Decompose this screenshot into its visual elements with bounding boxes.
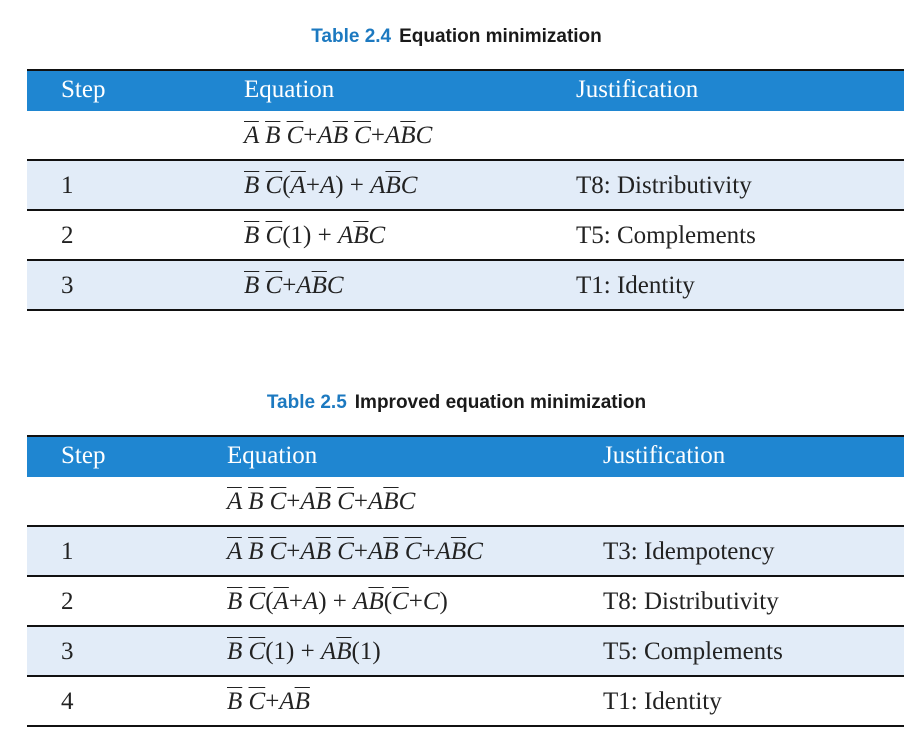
equation-cell — [244, 172, 417, 200]
complemented-variable: $\overline{C}$ — [265, 172, 283, 199]
complemented-variable: $\overline{B}$ — [383, 538, 399, 565]
equation-term: A — [300, 538, 316, 565]
complemented-variable: $\overline{B}$ — [294, 688, 310, 715]
complemented-variable: $\overline{C}$ — [337, 488, 354, 515]
table-title: Improved equation minimization — [354, 392, 647, 413]
equation-term: A — [370, 172, 386, 199]
complemented-variable: $\overline{C}$ — [354, 122, 371, 149]
justification-cell: T8: Distributivity — [603, 588, 779, 615]
equation-term: C — [400, 172, 418, 199]
equation-term: (1) — [282, 222, 312, 249]
equation-term: + — [303, 122, 318, 149]
header-justification: Justification — [576, 76, 699, 103]
equation-term: A — [368, 538, 384, 565]
complemented-variable: $\overline{C}$ — [392, 588, 409, 615]
header-equation: Equation — [244, 76, 335, 103]
table-row — [27, 677, 904, 727]
complemented-variable: $\overline{B}$ — [248, 538, 264, 565]
equation-term: (1) — [265, 638, 295, 665]
step-cell: 3 — [61, 638, 74, 665]
equation-term: ( — [383, 588, 393, 615]
complemented-variable: $\overline{C}$ — [269, 538, 287, 565]
equation-term: A — [302, 588, 319, 615]
table-improved-equation-minimization — [27, 435, 904, 727]
step-cell: 2 — [61, 222, 74, 249]
complemented-variable: $\overline{B}$ — [227, 638, 243, 665]
complemented-variable: $\overline{B}$ — [383, 488, 399, 515]
equation-term: ( — [282, 172, 291, 199]
header-step: Step — [61, 442, 106, 469]
complemented-variable: $\overline{B}$ — [385, 172, 401, 199]
header-step: Step — [61, 76, 106, 103]
complemented-variable: $\overline{B}$ — [244, 172, 260, 199]
table-header — [27, 435, 904, 477]
equation-cell — [244, 222, 385, 250]
header-justification: Justification — [603, 442, 726, 469]
step-cell: 4 — [61, 688, 74, 715]
equation-term: ) — [318, 588, 327, 615]
equation-term: ) — [439, 588, 448, 615]
equation-term: + — [421, 538, 436, 565]
table-row — [27, 577, 904, 627]
equation-term: A — [435, 538, 451, 565]
equation-term: A — [320, 638, 337, 665]
complemented-variable: $\overline{C}$ — [248, 588, 266, 615]
equation-term: A — [300, 488, 316, 515]
complemented-variable: $\overline{A}$ — [227, 488, 242, 515]
equation-term: A — [337, 222, 354, 249]
equation-term: + — [353, 488, 369, 515]
equation-term: C — [422, 588, 440, 615]
complemented-variable: $\overline{C}$ — [265, 222, 283, 249]
equation-term: + — [408, 588, 423, 615]
step-cell: 1 — [61, 172, 74, 199]
table-row — [27, 111, 904, 161]
complemented-variable: $\overline{B}$ — [450, 538, 467, 565]
table-row — [27, 161, 904, 211]
complemented-variable: $\overline{A}$ — [273, 588, 289, 615]
complemented-variable: $\overline{B}$ — [311, 272, 327, 299]
equation-term: C — [466, 538, 483, 565]
table-number: Table 2.5 — [266, 392, 347, 413]
table-row — [27, 627, 904, 677]
table-equation-minimization — [27, 69, 904, 311]
table-row — [27, 477, 904, 527]
equation-term: ) — [335, 172, 344, 199]
equation-term: C — [368, 222, 386, 249]
justification-cell: T1: Identity — [576, 272, 695, 299]
complemented-variable: $\overline{B}$ — [332, 122, 348, 149]
table-title: Equation minimization — [399, 26, 602, 47]
equation-term: + — [286, 538, 301, 565]
equation-term: C — [326, 272, 344, 299]
equation-term: A — [317, 122, 333, 149]
complemented-variable: $\overline{A}$ — [227, 538, 242, 565]
equation-term: A — [385, 122, 401, 149]
equation-term: C — [415, 122, 433, 149]
justification-cell: T5: Complements — [576, 222, 756, 249]
equation-term: + — [288, 588, 303, 615]
complemented-variable: $\overline{B}$ — [227, 688, 243, 715]
complemented-variable: $\overline{C}$ — [337, 538, 354, 565]
equation-term: + — [343, 172, 371, 199]
equation-cell — [244, 122, 432, 150]
equation-term: (1) — [351, 638, 381, 665]
justification-cell: T3: Idempotency — [603, 538, 775, 565]
step-cell: 3 — [61, 272, 74, 299]
complemented-variable: $\overline{A}$ — [290, 172, 306, 199]
equation-term: A — [279, 688, 295, 715]
table-number: Table 2.4 — [311, 26, 392, 47]
table-row — [27, 527, 904, 577]
complemented-variable: $\overline{C}$ — [404, 538, 422, 565]
equation-term: A — [319, 172, 336, 199]
complemented-variable: $\overline{C}$ — [269, 488, 287, 515]
table-row — [27, 211, 904, 261]
complemented-variable: $\overline{B}$ — [227, 588, 243, 615]
equation-cell — [244, 272, 344, 300]
complemented-variable: $\overline{A}$ — [244, 122, 259, 149]
complemented-variable: $\overline{B}$ — [244, 272, 260, 299]
equation-term: + — [286, 488, 301, 515]
complemented-variable: $\overline{C}$ — [248, 638, 266, 665]
equation-term: C — [398, 488, 416, 515]
complemented-variable: $\overline{C}$ — [248, 688, 266, 715]
table-caption — [0, 26, 913, 48]
equation-term: + — [265, 688, 280, 715]
step-cell: 2 — [61, 588, 74, 615]
equation-term: + — [370, 122, 386, 149]
complemented-variable: $\overline{B}$ — [336, 638, 352, 665]
justification-cell: T8: Distributivity — [576, 172, 752, 199]
complemented-variable: $\overline{C}$ — [265, 272, 283, 299]
header-equation: Equation — [227, 442, 318, 469]
equation-term: + — [305, 172, 320, 199]
table-header — [27, 69, 904, 111]
complemented-variable: $\overline{B}$ — [368, 588, 384, 615]
equation-cell — [227, 638, 381, 666]
complemented-variable: $\overline{B}$ — [248, 488, 264, 515]
equation-term: + — [311, 222, 338, 249]
complemented-variable: $\overline{B}$ — [244, 222, 260, 249]
complemented-variable: $\overline{B}$ — [315, 538, 331, 565]
equation-cell — [227, 538, 483, 566]
equation-term: + — [282, 272, 297, 299]
equation-cell — [227, 488, 415, 516]
equation-term: + — [326, 588, 354, 615]
complemented-variable: $\overline{B}$ — [400, 122, 416, 149]
equation-term: A — [296, 272, 312, 299]
equation-cell — [227, 688, 310, 716]
complemented-variable: $\overline{C}$ — [286, 122, 304, 149]
complemented-variable: $\overline{B}$ — [265, 122, 281, 149]
complemented-variable: $\overline{B}$ — [315, 488, 331, 515]
equation-term: A — [353, 588, 369, 615]
step-cell: 1 — [61, 538, 74, 565]
equation-term: + — [353, 538, 369, 565]
justification-cell: T1: Identity — [603, 688, 722, 715]
table-row — [27, 261, 904, 311]
equation-term: ( — [265, 588, 274, 615]
equation-term: A — [368, 488, 384, 515]
complemented-variable: $\overline{B}$ — [353, 222, 369, 249]
equation-term: + — [294, 638, 321, 665]
justification-cell: T5: Complements — [603, 638, 783, 665]
equation-cell — [227, 588, 448, 616]
table-caption — [0, 392, 913, 414]
